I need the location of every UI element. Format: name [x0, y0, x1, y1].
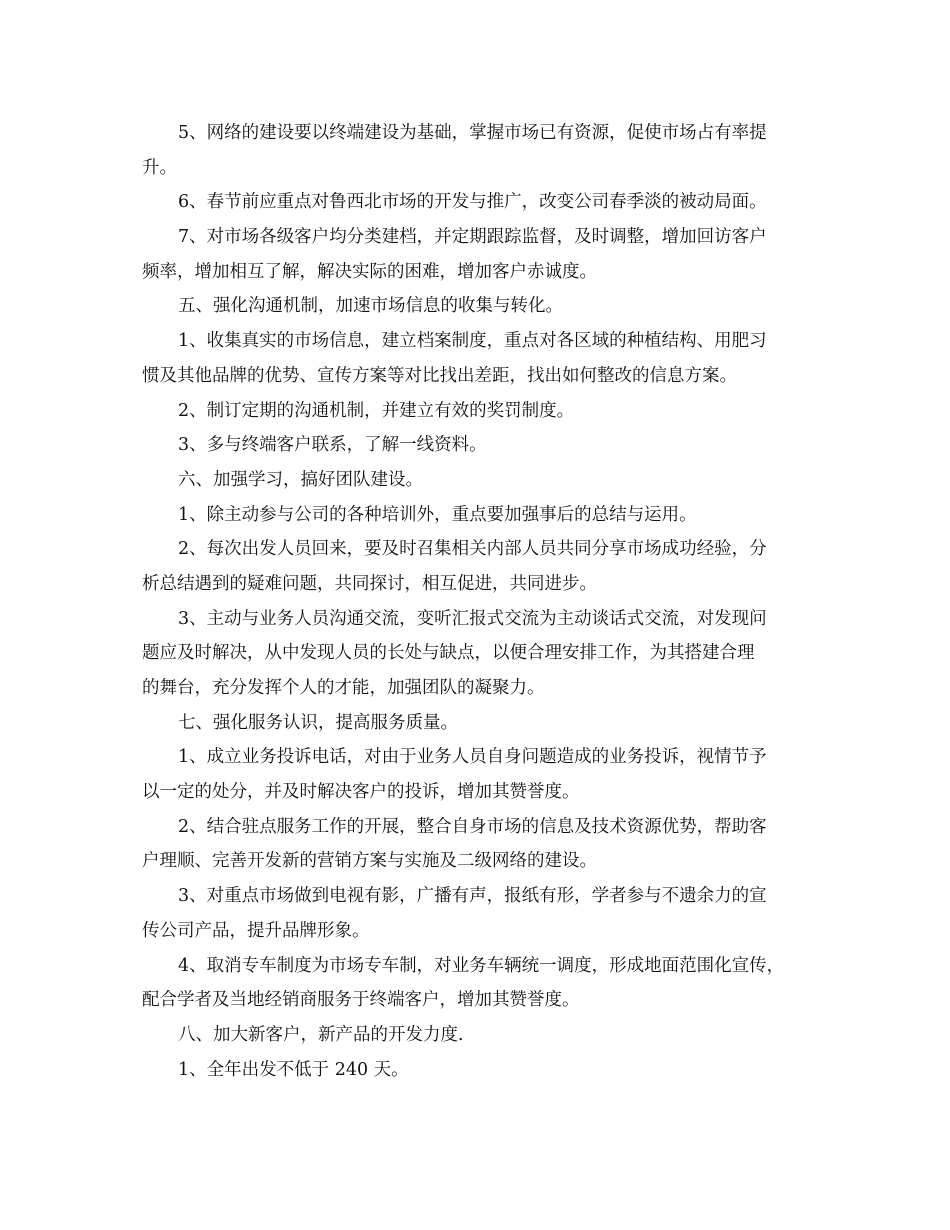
document-body [142, 116, 832, 1087]
text-line: 3、主动与业务人员沟通交流，变听汇报式交流为主动谈话式交流，对发现问 [178, 608, 767, 629]
text-line: 以一定的处分，并及时解决客户的投诉，增加其赞誉度。 [142, 782, 580, 803]
text-line: 6、春节前应重点对鲁西北市场的开发与推广，改变公司春季淡的被动局面。 [178, 192, 767, 213]
text-line: 惯及其他品牌的优势、宣传方案等对比找出差距，找出如何整改的信息方案。 [142, 365, 737, 386]
text-line: 5、网络的建设要以终端建设为基础，掌握市场已有资源，促使市场占有率提 [178, 123, 767, 143]
text-line: 3、多与终端客户联系，了解一线资料。 [178, 435, 487, 456]
text-line: 题应及时解决，从中发现人员的长处与缺点，以便合理安排工作，为其搭建合理 [142, 643, 755, 664]
text-line: 五、强化沟通机制，加速市场信息的收集与转化。 [178, 296, 563, 317]
text-line: 1、收集真实的市场信息，建立档案制度，重点对各区域的种植结构、用肥习 [178, 331, 767, 352]
text-line: 1、全年出发不低于 240 天。 [178, 1059, 409, 1080]
text-line: 八、加大新客户，新产品的开发力度. [178, 1024, 464, 1045]
text-line: 1、除主动参与公司的各种培训外，重点要加强事后的总结与运用。 [178, 504, 697, 525]
text-line: 六、加强学习，搞好团队建设。 [178, 469, 423, 490]
text-line: 3、对重点市场做到电视有影，广播有声，报纸有形，学者参与不遗余力的宣 [178, 886, 767, 907]
text-line: 2、制订定期的沟通机制，并建立有效的奖罚制度。 [178, 400, 575, 421]
text-line: 户理顺、完善开发新的营销方案与实施及二级网络的建设。 [142, 851, 597, 872]
text-line: 传公司产品，提升品牌形象。 [142, 920, 370, 941]
text-line: 2、每次出发人员回来，要及时召集相关内部人员共同分享市场成功经验，分 [178, 539, 767, 560]
text-line: 1、成立业务投诉电话，对由于业务人员自身问题造成的业务投诉，视情节予 [178, 747, 767, 768]
text-line: 的舞台，充分发挥个人的才能，加强团队的凝聚力。 [142, 678, 545, 698]
text-line: 析总结遇到的疑难问题，共同探讨，相互促进，共同进步。 [142, 573, 597, 594]
text-line: 2、结合驻点服务工作的开展，整合自身市场的信息及技术资源优势，帮助客 [178, 816, 767, 837]
text-line: 升。 [142, 157, 177, 178]
text-line: 频率，增加相互了解，解决实际的困难，增加客户赤诚度。 [142, 261, 597, 282]
text-line: 4、取消专车制度为市场专车制，对业务车辆统一调度，形成地面范围化宣传， [178, 955, 785, 976]
text-line: 七、强化服务认识，提高服务质量。 [178, 712, 458, 733]
text-line: 配合学者及当地经销商服务于终端客户，增加其赞誉度。 [142, 990, 580, 1011]
text-line: 7、对市场各级客户均分类建档，并定期跟踪监督，及时调整，增加回访客户 [178, 227, 767, 248]
